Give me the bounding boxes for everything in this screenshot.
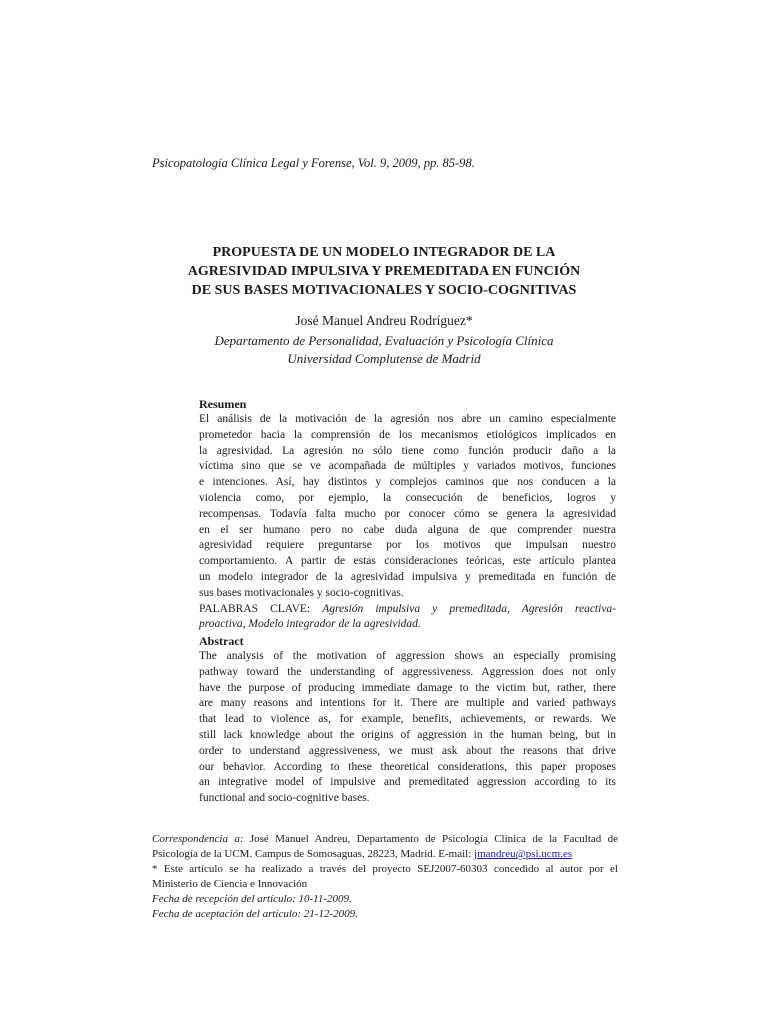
- correspondence-label: Correspondencia a:: [152, 833, 244, 845]
- resumen-line: prometedor hacia la comprensión de los mecanismos etiológicos implicados en: [199, 428, 616, 441]
- email-link[interactable]: jmandreu@psi.ucm.es: [474, 848, 573, 860]
- abstract-line: that lead to violence as, for example, benefits, achievements, or rewards. We: [199, 713, 616, 726]
- resumen-line: un modelo integrador de la agresividad impulsiva y premeditada en función de: [199, 570, 616, 583]
- abstract-heading: Abstract: [199, 634, 244, 648]
- abstract-line: The analysis of the motivation of aggression shows an especially promising: [199, 650, 616, 662]
- resumen-line: comportamiento. A partir de estas consideraciones teóricas, este artículo plantea: [199, 555, 616, 568]
- resumen-body: [199, 412, 616, 633]
- abstract-line: our behavior. According to these theoretical considerations, this paper proposes: [199, 760, 616, 773]
- resumen-line: víctima sino que se ve acompañada de múltiples y variados motivos, funciones: [199, 460, 616, 473]
- affiliation-line: Departamento de Personalidad, Evaluación y Psicología Clínica: [214, 333, 554, 348]
- abstract-line: functional and socio-cognitive bases.: [199, 792, 370, 805]
- resumen-line: agresividad requiere preguntarse por los motivos que impulsan nuestro: [199, 539, 616, 552]
- resumen-line: recompensas. Todavía falta mucho por conocer cómo se genera la agresividad: [199, 507, 616, 520]
- keywords-line: [199, 602, 616, 618]
- accepted-date: Fecha de aceptación del artículo: 21-12-2009.: [152, 908, 358, 920]
- correspondence-text: Psicología de la UCM. Campus de Somosaguas, 28223, Madrid. E-mail:: [152, 848, 472, 860]
- funding-note: Ministerio de Ciencia e Innovación: [152, 878, 308, 890]
- abstract-line: pathway toward the understanding of aggressiveness. Aggression does not only: [199, 665, 616, 678]
- title-line: AGRESIVIDAD IMPULSIVA Y PREMEDITADA EN FUNCIÓN: [187, 264, 581, 279]
- resumen-line: sus bases motivacionales y socio-cognitivas.: [199, 586, 404, 599]
- title-line: PROPUESTA DE UN MODELO INTEGRADOR DE LA: [212, 245, 556, 260]
- resumen-heading: Resumen: [199, 397, 247, 411]
- journal-citation: Psicopatología Clínica Legal y Forense, Vol. 9, 2009, pp. 85-98.: [152, 156, 475, 170]
- resumen-line: en el ser humano pero no cabe duda alguna de que comprender nuestra: [199, 523, 616, 536]
- affiliation-line: Universidad Complutense de Madrid: [287, 351, 481, 366]
- resumen-line: violencia como, por ejemplo, la consecución de beneficios, logros y: [199, 491, 616, 504]
- abstract-line: order to understand aggressiveness, we must ask about the reasons that drive: [199, 744, 616, 757]
- footnotes: [152, 832, 618, 922]
- resumen-line: El análisis de la motivación de la agresión nos abre un camino especialmente: [199, 413, 616, 425]
- resumen-line: e intenciones. Así, hay distintos y complejos caminos que nos conducen a la: [199, 476, 616, 489]
- correspondence-line: [152, 832, 618, 847]
- abstract-line: an integrative model of impulsive and premeditated aggression according to its: [199, 776, 616, 789]
- abstract-body: [199, 649, 616, 807]
- abstract-line: are many reasons and intentions for it. There are multiple and varied pathways: [199, 697, 616, 710]
- correspondence-text: José Manuel Andreu, Departamento de Psicología Clínica de la Facultad de: [249, 833, 618, 845]
- keywords-text: Agresión impulsiva y premeditada, Agresión reactiva-: [322, 602, 616, 615]
- resumen-line: la agresividad. La agresión no sólo tiene como función producir daño a la: [199, 444, 616, 457]
- author-affiliation: [150, 332, 618, 368]
- funding-note: * Este artículo se ha realizado a través del proyecto SEJ2007-60303 concedido al autor por el: [152, 863, 618, 875]
- article-title: [150, 243, 618, 300]
- keywords-label: PALABRAS CLAVE:: [199, 602, 311, 615]
- keywords-line: proactiva, Modelo integrador de la agresividad.: [199, 618, 421, 631]
- abstract-line: have the purpose of producing immediate damage to the victim but, rather, there: [199, 681, 616, 694]
- correspondence-line: [152, 847, 618, 862]
- received-date: Fecha de recepción del artículo: 10-11-2009.: [152, 893, 352, 905]
- abstract-line: still lack knowledge about the origins of aggression in the human being, but in: [199, 728, 616, 741]
- author-name: José Manuel Andreu Rodríguez*: [295, 313, 473, 328]
- title-line: DE SUS BASES MOTIVACIONALES Y SOCIO-COGNITIVAS: [191, 283, 577, 298]
